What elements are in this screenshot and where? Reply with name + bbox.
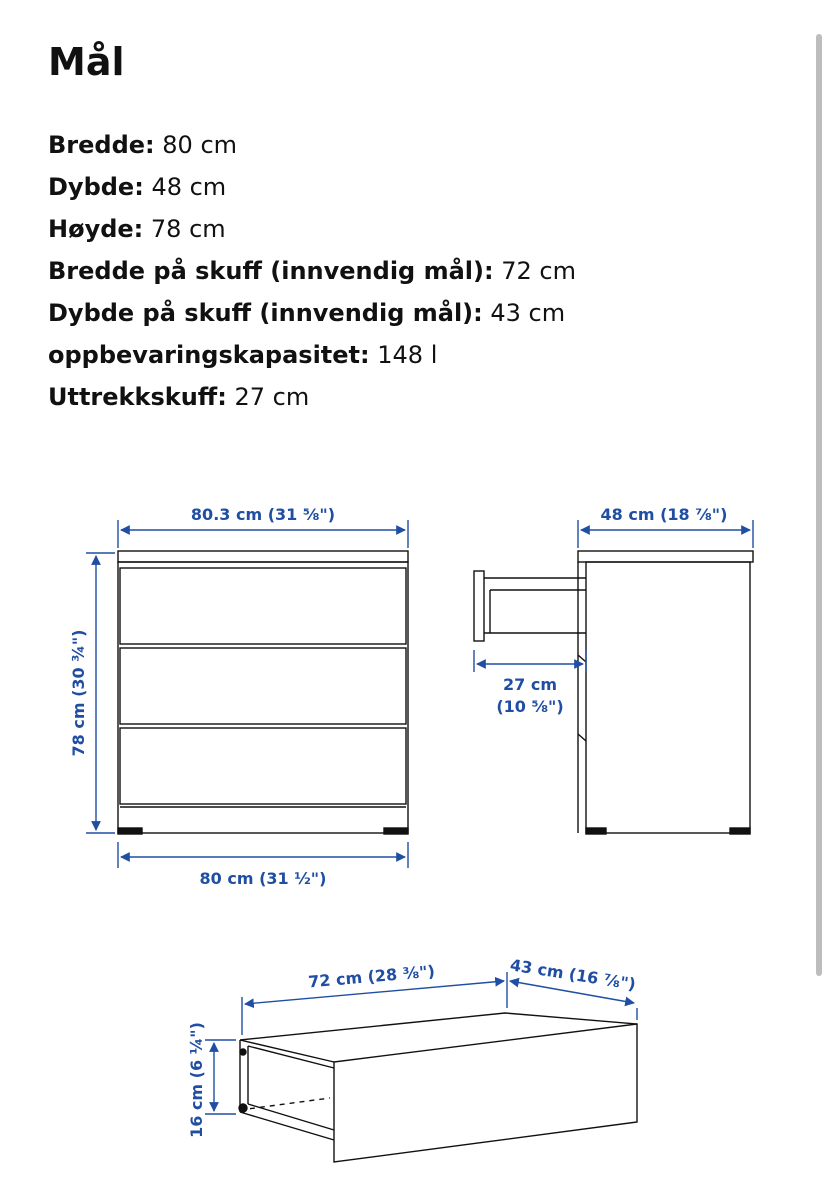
drawer-iso-drawing — [239, 1013, 637, 1162]
side-depth-label: 48 cm (18 ⅞") — [600, 505, 728, 524]
drawer-extension-label-line2: (10 ⅝") — [496, 697, 564, 716]
side-foot — [586, 828, 606, 834]
page-title: Mål — [48, 40, 125, 84]
spec-label: Uttrekkskuff: — [48, 383, 227, 411]
spec-label: Bredde: — [48, 131, 155, 159]
dresser-foot — [384, 828, 408, 834]
drawer-front — [120, 728, 406, 804]
spec-label: Høyde: — [48, 215, 144, 243]
spec-value: 72 cm — [493, 257, 576, 285]
dresser-top — [118, 551, 408, 562]
front-base-width-label: 80 cm (31 ½") — [199, 869, 327, 888]
side-body — [586, 562, 750, 833]
spec-label: Bredde på skuff (innvendig mål): — [48, 257, 494, 285]
spec-label: Dybde på skuff (innvendig mål): — [48, 299, 483, 327]
spec-value: 80 cm — [154, 131, 238, 159]
front-view-dimensions — [86, 520, 408, 868]
spec-value: 27 cm — [226, 383, 310, 411]
dresser-body — [118, 562, 408, 833]
drawer-front — [120, 568, 406, 644]
front-view-drawing — [118, 551, 408, 834]
front-height-label: 78 cm (30 ¾") — [69, 629, 88, 757]
side-foot — [730, 828, 750, 834]
spec-value: 48 cm — [143, 173, 227, 201]
spec-value: 148 l — [369, 341, 438, 369]
drawer-height-label: 16 cm (6 ¼") — [187, 1022, 206, 1138]
drawer-extension-label-line1: 27 cm — [503, 675, 557, 694]
drawer-front — [120, 648, 406, 724]
front-top-width-label: 80.3 cm (31 ⅝") — [190, 505, 336, 524]
side-view-dimensions — [474, 520, 753, 672]
spec-label: Dybde: — [48, 173, 144, 201]
drawer-box-front — [334, 1024, 637, 1162]
dresser-foot — [118, 828, 142, 834]
side-top — [578, 551, 753, 562]
drawer-front-side — [474, 571, 484, 641]
spec-value: 78 cm — [143, 215, 226, 243]
scrollbar[interactable] — [816, 34, 822, 976]
spec-value: 43 cm — [482, 299, 566, 327]
drawer-width-label: 72 cm (28 ⅜") — [307, 961, 436, 992]
spec-label: oppbevaringskapasitet: — [48, 341, 370, 369]
drawer-depth-label: 43 cm (16 ⅞") — [508, 955, 638, 994]
